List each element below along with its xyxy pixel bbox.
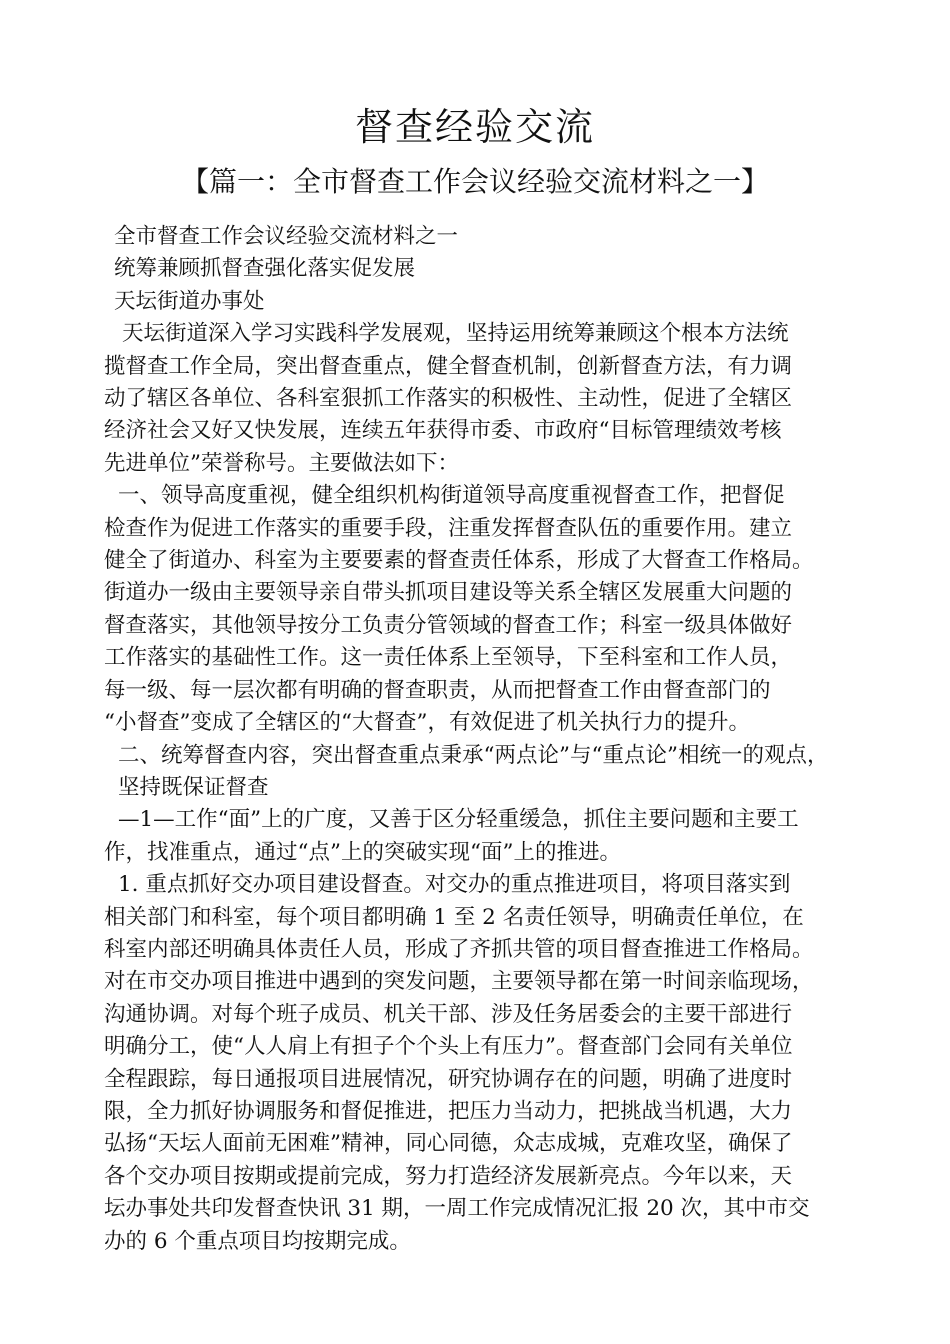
paragraph-line: 经济社会又好又快发展，连续五年获得市委、市政府“目标管理绩效考核	[104, 418, 782, 444]
document-title: 督查经验交流	[354, 105, 595, 149]
paragraph-line: 明确分工，使“人人肩上有担子个个头上有压力”。督查部门会同有关单位	[104, 1034, 793, 1060]
paragraph-line: 督查落实，其他领导按分工负责分管领域的督查工作；科室一级具体做好	[104, 612, 793, 638]
paragraph-line: 先进单位”荣誉称号。主要做法如下：	[104, 450, 459, 476]
paragraph-line: 天坛街道深入学习实践科学发展观，坚持运用统筹兼顾这个根本方法统	[122, 321, 789, 347]
paragraph-line: 各个交办项目按期或提前完成，努力打造经济发展新亮点。今年以来，天	[104, 1163, 793, 1189]
paragraph-line: 动了辖区各单位、各科室狠抓工作落实的积极性、主动性，促进了全辖区	[104, 386, 793, 412]
document-body	[104, 221, 874, 1258]
paragraph-line: 检查作为促进工作落实的重要手段，注重发挥督查队伍的重要作用。建立	[104, 515, 793, 541]
paragraph-line: 1. 重点抓好交办项目建设督查。对交办的重点推进项目，将项目落实到	[118, 872, 791, 898]
paragraph-line: 对在市交办项目推进中遇到的突发问题，主要领导都在第一时间亲临现场，	[104, 969, 814, 995]
paragraph-line: 限，全力抓好协调服务和督促推进，把压力当动力，把挑战当机遇，大力	[104, 1098, 793, 1124]
paragraph-line: 街道办一级由主要领导亲自带头抓项目建设等关系全辖区发展重大问题的	[104, 580, 793, 606]
paragraph-line: 二、统筹督查内容，突出督查重点秉承“两点论”与“重点论”相统一的观点，	[118, 742, 829, 768]
paragraph-line: 弘扬“天坛人面前无困难”精神，同心同德，众志成城，克难攻坚，确保了	[104, 1131, 793, 1157]
paragraph-line: 相关部门和科室，每个项目都明确 1 至 2 名责任领导，明确责任单位，在	[104, 904, 804, 930]
paragraph-line: 作，找准重点，通过“点”上的突破实现“面”上的推进。	[104, 839, 621, 865]
paragraph-line: 工作落实的基础性工作。这一责任体系上至领导，下至科室和工作人员，	[104, 645, 793, 671]
paragraph-line: 全程跟踪，每日通报项目进展情况，研究协调存在的问题，明确了进度时	[104, 1066, 793, 1092]
paragraph-line: 办的 6 个重点项目均按期完成。	[104, 1228, 411, 1254]
paragraph-line: 科室内部还明确具体责任人员，形成了齐抓共管的项目督查推进工作格局。	[104, 936, 814, 962]
paragraph-line: 健全了街道办、科室为主要要素的督查责任体系，形成了大督查工作格局。	[104, 548, 814, 574]
paragraph-line: 全市督查工作会议经验交流材料之一	[114, 224, 459, 249]
paragraph-line: 天坛街道办事处	[114, 288, 265, 314]
paragraph-line: 一、领导高度重视，健全组织机构街道领导高度重视督查工作，把督促	[118, 483, 785, 509]
paragraph-line: —1—工作“面”上的广度，又善于区分轻重缓急，抓住主要问题和主要工	[118, 807, 799, 833]
paragraph-line: “小督查”变成了全辖区的“大督查”，有效促进了机关执行力的提升。	[104, 710, 750, 736]
document-subtitle: 【篇一：全市督查工作会议经验交流材料之一】	[180, 165, 769, 198]
paragraph-line: 每一级、每一层次都有明确的督查职责，从而把督查工作由督查部门的	[104, 677, 771, 703]
paragraph-line: 坚持既保证督查	[118, 774, 269, 800]
paragraph-line: 沟通协调。对每个班子成员、机关干部、涉及任务居委会的主要干部进行	[104, 1001, 793, 1027]
paragraph-line: 统筹兼顾抓督查强化落实促发展	[114, 256, 416, 282]
paragraph-line: 坛办事处共印发督查快讯 31 期，一周工作完成情况汇报 20 次，其中市交	[104, 1196, 810, 1222]
paragraph-line: 揽督查工作全局，突出督查重点，健全督查机制，创新督查方法，有力调	[104, 353, 793, 379]
